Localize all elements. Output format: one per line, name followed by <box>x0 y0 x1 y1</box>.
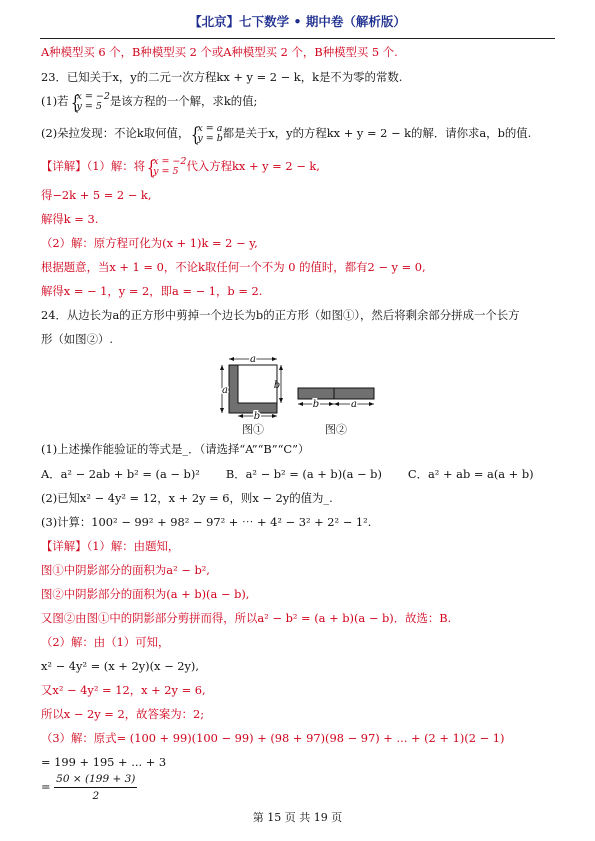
answer-23-step6: 解得x = − 1，y = 2，即a = − 1，b = 2. <box>41 284 263 298</box>
a23-step1-prefix: 【详解】（1）解：将 <box>41 159 146 173</box>
q23-part1-system: { x = −2 y = 5 <box>69 92 110 112</box>
q23-part1-prefix: (1)若 <box>41 94 69 108</box>
question-23-stem: 23．已知关于x，y的二元一次方程kx + y = 2 − k，k是不为零的常数. <box>41 70 403 84</box>
answer-23-step2: 得−2k + 5 = 2 − k, <box>41 188 152 202</box>
question-24-options <box>41 466 534 482</box>
figure-2-bottom-b: b <box>312 399 320 410</box>
figure-1-top-a: a <box>250 354 256 365</box>
q23-part2-suffix: 都是关于x，y的方程kx + y = 2 − k的解．请你求a，b的值. <box>222 126 532 140</box>
a24-step11-fraction: $\frac{50 \times (199 + 3)}{2}$ <box>56 773 136 802</box>
answer-24-step1: 【详解】（1）解：由题知， <box>41 539 180 553</box>
option-a: A．a² − 2ab + b² = (a − b)² <box>41 467 200 481</box>
figure-2-label: 图② <box>325 423 347 436</box>
question-23-part2 <box>41 124 531 144</box>
question-24-stem-line2: 形（如图②）. <box>41 332 113 346</box>
question-23-part1 <box>41 92 257 112</box>
figure-2-bottom-a: a <box>351 399 357 410</box>
page-footer: 第 15 页 共 19 页 <box>252 811 343 824</box>
answer-24-step3: 图②中阴影部分的面积为(a + b)(a − b), <box>41 587 250 601</box>
question-24-part3: (3)计算：100² − 99² + 98² − 97² + ⋯ + 4² − 3² + 2² − 1². <box>41 515 372 529</box>
page-header: 【北京】七下数学 • 期中卷（解析版） <box>189 14 406 29</box>
answer-24-step6: x² − 4y² = (x + 2y)(x − 2y), <box>41 659 199 673</box>
figure-1 <box>220 354 283 436</box>
q23-part2-system: { x = a y = b <box>189 124 222 144</box>
figure-1-left-a: a <box>222 385 228 396</box>
question-24-stem-line1: 24．从边长为a的正方形中剪掉一个边长为b的正方形（如图①），然后将剩余部分拼成一个长方 <box>41 308 520 322</box>
answer-24-step10: = 199 + 195 + ... + 3 <box>41 755 167 769</box>
answer-24-step9: （3）解：原式= (100 + 99)(100 − 99) + (98 + 97)(98 − 97) + ... + (2 + 1)(2 − 1) <box>41 731 505 745</box>
answer-24-step11 <box>41 771 137 804</box>
figure-1-label: 图① <box>242 423 264 436</box>
option-c: C．a² + ab = a(a + b) <box>407 467 534 481</box>
question-24-part1: (1)上述操作能验证的等式是_．（请选择“A”“B”“C”） <box>41 442 310 456</box>
figure-2-part-a <box>334 388 374 399</box>
answer-24-step7: 又x² − 4y² = 12，x + 2y = 6, <box>41 683 206 697</box>
figure-1-right-b: b <box>273 380 281 391</box>
a23-step1-suffix: 代入方程kx + y = 2 − k, <box>186 159 320 173</box>
question-24-part2: (2)已知x² − 4y² = 12，x + 2y = 6，则x − 2y的值为_. <box>41 491 333 505</box>
question-24-figure <box>205 350 395 438</box>
answer-24-step5: （2）解：由（1）可知， <box>41 635 170 649</box>
q23-part2-prefix: (2)朵拉发现：不论k取何值， <box>41 126 190 140</box>
previous-answer-tail: A种模型买 6 个，B种模型买 2 个或A种模型买 2 个，B种模型买 5 个. <box>41 45 398 59</box>
figure-2 <box>298 388 374 436</box>
a23-system: { x = −2 y = 5 <box>145 157 186 177</box>
answer-23-step1 <box>41 157 320 177</box>
figure-2-part-b <box>298 388 334 399</box>
answer-23-step3: 解得k = 3. <box>41 212 99 226</box>
a24-step11-equals: = <box>41 779 51 794</box>
figure-1-bottom-b: b <box>253 411 261 422</box>
option-b: B．a² − b² = (a + b)(a − b) <box>225 467 382 481</box>
figure-1-cut-square <box>238 365 277 403</box>
answer-24-step8: 所以x − 2y = 2，故答案为：2; <box>41 707 205 721</box>
header-rule <box>40 38 555 39</box>
answer-24-step2: 图①中阴影部分的面积为a² − b², <box>41 563 210 577</box>
answer-24-step4: 又图②由图①中的阴影部分剪拼而得，所以a² − b² = (a + b)(a − b)．故选：B. <box>41 611 452 625</box>
q23-part1-suffix: 是该方程的一个解，求k的值; <box>109 94 258 108</box>
answer-23-step4: （2）解：原方程可化为(x + 1)k = 2 − y, <box>41 236 258 250</box>
answer-23-step5: 根据题意，当x + 1 = 0，不论k取任何一个不为 0 的值时，都有2 − y = 0, <box>41 260 426 274</box>
